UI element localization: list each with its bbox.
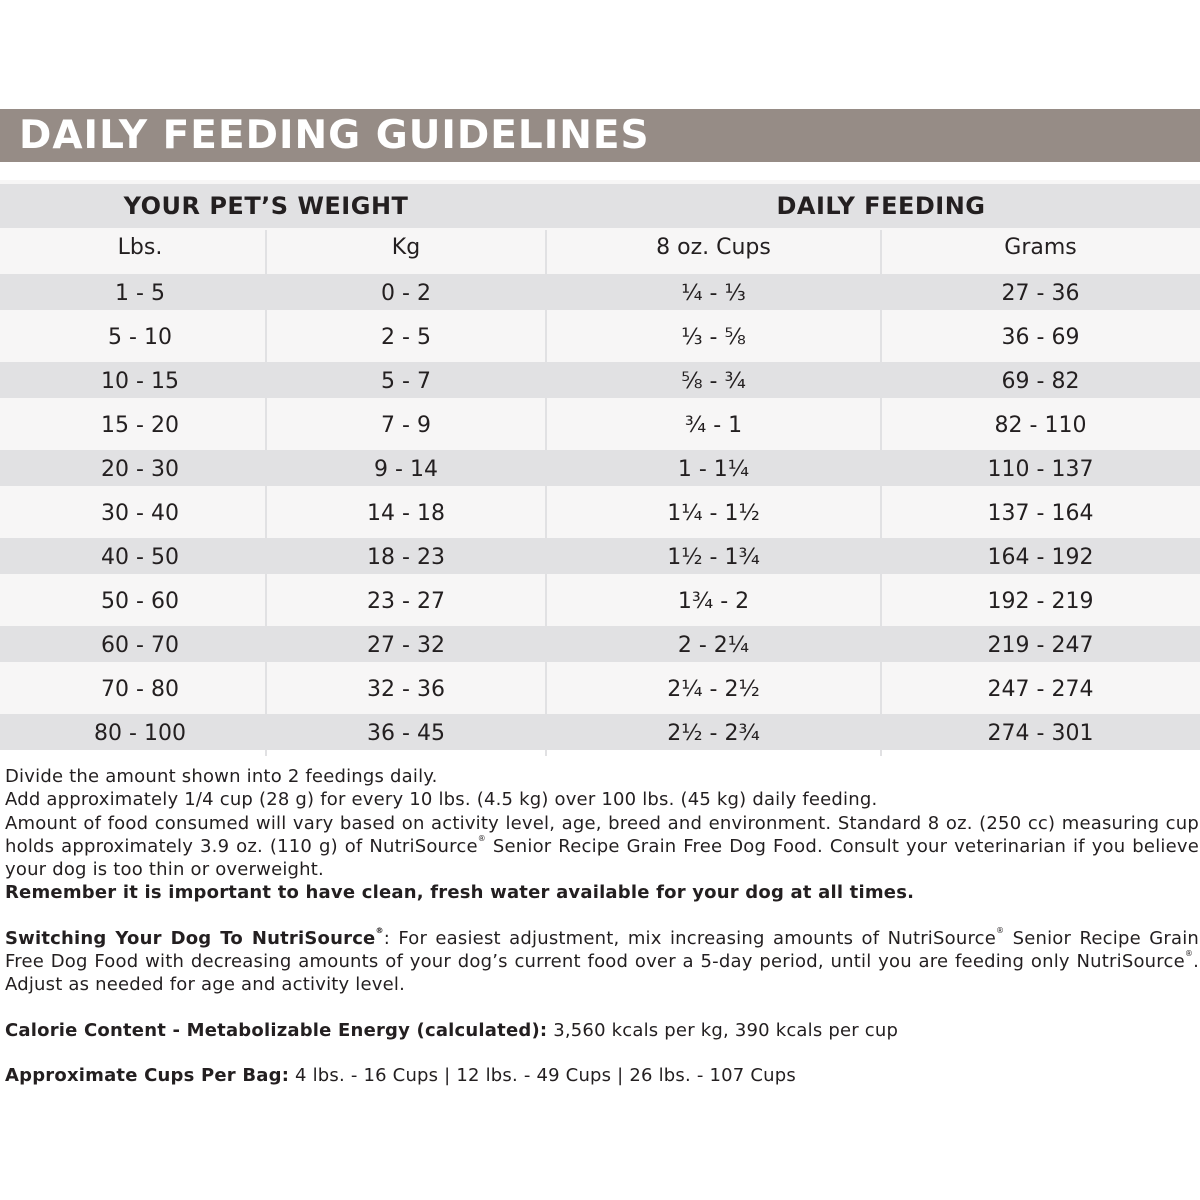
note-calorie-value: 3,560 kcals per kg, 390 kcals per cup (547, 1019, 899, 1041)
cell-lbs: 30 - 40 (101, 501, 179, 526)
note-water-text: Remember it is important to have clean, fresh water available for your dog at all times. (5, 882, 915, 904)
note-water (5, 881, 1199, 904)
note-switching-text-c: . Adjust as needed for age and activity level. (5, 951, 1199, 996)
cell-lbs: 50 - 60 (101, 589, 179, 614)
cell-lbs: 40 - 50 (101, 545, 179, 570)
cell-lbs: 5 - 10 (108, 325, 172, 350)
cell-kg: 5 - 7 (381, 369, 431, 394)
cell-grams: 219 - 247 (987, 633, 1094, 658)
note-amount-text-b: Senior Recipe Grain Free Dog Food. Consult your veterinarian if you believe your dog is too thin or overweight. (5, 835, 1199, 881)
note-switching (5, 927, 1199, 997)
cell-kg: 23 - 27 (367, 589, 445, 614)
note-amount (5, 812, 1199, 882)
page-title: DAILY FEEDING GUIDELINES (19, 113, 650, 158)
column-header-grams: Grams (1004, 235, 1077, 260)
cell-kg: 0 - 2 (381, 281, 431, 306)
column-divider (265, 230, 267, 756)
note-cups-per-bag (5, 1064, 1199, 1087)
cell-kg: 2 - 5 (381, 325, 431, 350)
cell-cups: 1¼ - 1½ (667, 501, 760, 526)
group-header-feeding: DAILY FEEDING (776, 192, 986, 220)
note-switching-label: Switching Your Dog To NutriSource (5, 927, 376, 949)
cell-grams: 27 - 36 (1001, 281, 1080, 306)
cell-lbs: 60 - 70 (101, 633, 179, 658)
cell-kg: 32 - 36 (367, 677, 445, 702)
cell-cups: ¾ - 1 (684, 413, 743, 438)
cell-grams: 36 - 69 (1001, 325, 1080, 350)
group-header-weight: YOUR PET’S WEIGHT (123, 192, 409, 220)
note-divide: Divide the amount shown into 2 feedings daily. (5, 766, 438, 787)
cell-lbs: 15 - 20 (101, 413, 179, 438)
cell-grams: 69 - 82 (1001, 369, 1080, 394)
note-over-100-lbs: Add approximately 1/4 cup (28 g) for every 10 lbs. (4.5 kg) over 100 lbs. (45 kg) daily feeding. (5, 789, 878, 811)
cell-kg: 27 - 32 (367, 633, 445, 658)
note-switching-text-b: Senior Recipe Grain Free Dog Food with decreasing amounts of your dog’s current food over a 5-day period, until you are feeding only NutriSource (5, 927, 1200, 973)
cell-cups: ¼ - ⅓ (681, 281, 746, 306)
registered-mark: ® (375, 925, 384, 935)
column-divider (545, 230, 547, 756)
cell-grams: 164 - 192 (987, 545, 1094, 570)
feeding-notes (5, 765, 1199, 1087)
cell-grams: 110 - 137 (987, 457, 1094, 482)
note-amount-text-a: Amount of food consumed will vary based on activity level, age, breed and environment. Standard 8 oz. (250 cc) measuring cup holds approximately 3.9 oz. (110 g) of NutriSource (5, 812, 1199, 857)
title-bar (0, 109, 1200, 162)
note-calorie-label: Calorie Content - Metabolizable Energy (calculated): (5, 1019, 548, 1041)
column-divider (880, 230, 882, 756)
cell-grams: 82 - 110 (994, 413, 1087, 438)
cell-kg: 7 - 9 (381, 413, 431, 438)
cell-grams: 247 - 274 (987, 677, 1094, 702)
cell-lbs: 1 - 5 (115, 281, 165, 306)
column-header-lbs: Lbs. (117, 235, 163, 260)
note-cups-value: 4 lbs. - 16 Cups | 12 lbs. - 49 Cups | 26 lbs. - 107 Cups (289, 1064, 796, 1086)
cell-cups: 2 - 2¼ (677, 633, 750, 658)
cell-kg: 36 - 45 (367, 721, 445, 746)
registered-mark: ® (1184, 949, 1194, 959)
cell-cups: ⅓ - ⅝ (681, 325, 746, 350)
note-calorie (5, 1019, 1199, 1042)
cell-kg: 9 - 14 (374, 457, 438, 482)
cell-lbs: 80 - 100 (94, 721, 186, 746)
cell-grams: 137 - 164 (987, 501, 1094, 526)
cell-lbs: 20 - 30 (101, 457, 179, 482)
cell-kg: 14 - 18 (367, 501, 445, 526)
cell-cups: 1 - 1¼ (677, 457, 750, 482)
cell-cups: ⅝ - ¾ (681, 369, 746, 394)
cell-kg: 18 - 23 (367, 545, 445, 570)
column-header-cups: 8 oz. Cups (656, 235, 771, 260)
cell-cups: 2½ - 2¾ (667, 721, 760, 746)
cell-cups: 1½ - 1¾ (667, 545, 760, 570)
cell-grams: 192 - 219 (987, 589, 1094, 614)
cell-lbs: 70 - 80 (101, 677, 179, 702)
registered-mark: ® (996, 925, 1005, 935)
cell-grams: 274 - 301 (987, 721, 1094, 746)
registered-mark: ® (477, 833, 486, 843)
cell-cups: 1¾ - 2 (677, 589, 750, 614)
note-cups-label: Approximate Cups Per Bag: (5, 1064, 290, 1086)
note-switching-text-a: : For easiest adjustment, mix increasing amounts of NutriSource (383, 927, 997, 949)
cell-cups: 2¼ - 2½ (667, 677, 760, 702)
column-header-kg: Kg (391, 235, 421, 260)
cell-lbs: 10 - 15 (101, 369, 179, 394)
